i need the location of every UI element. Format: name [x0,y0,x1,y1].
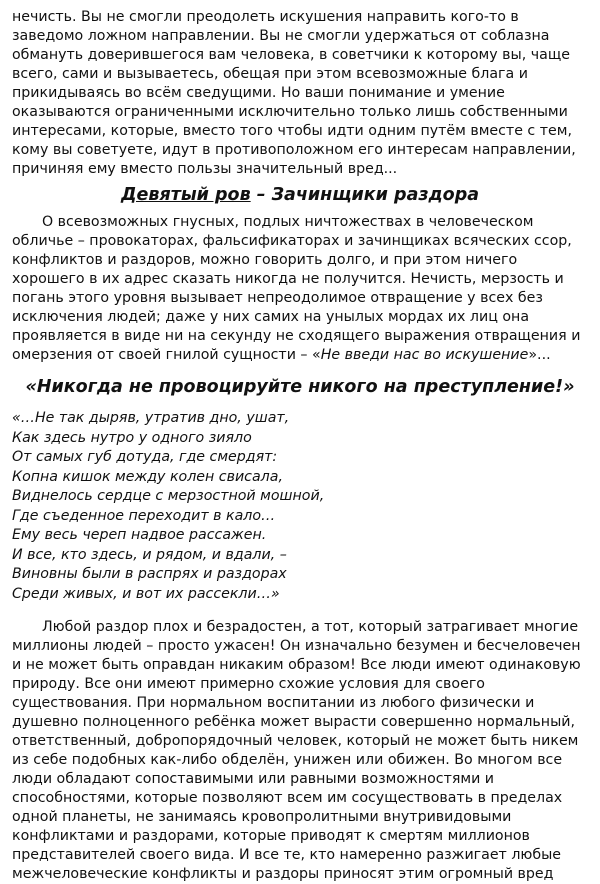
second-paragraph-tail: »... [528,347,551,363]
chapter-heading-underlined: Девятый ров [120,185,251,205]
poem-line: Виднелось сердце с мерзостной мошной, [12,488,325,504]
poem-quote [12,409,588,604]
poem-line: Среди живых, и вот их рассекли…» [12,585,280,602]
poem-line: От самых губ дотуда, где смердят: [12,449,278,465]
second-paragraph-quote: Не введи нас во искушение [320,347,529,363]
slogan-heading: «Никогда не провоцируйте никого на преступление!» [25,377,575,397]
poem-line: Где съеденное переходит в кало… [12,507,276,524]
second-paragraph-text: О всевозможных гнусных, подлых ничтожествах в человеческом обличье – провокаторах, фальсификаторах и зачинщиках всяческих ссор, конфликтов и раздоров, можно говорить долго, и при этом ничего хорошего в их адрес сказать никогда не получится. Нечисть, мерзость и погань этого уровня вызывает непреодолимое отвращение у всех без исключения людей; даже у них самих на унылых мордах их лиц она проявляется в виде ни на секунду не сходящего выражения отвращения и омерзения от своей гнилой сущности – « [12,214,581,363]
top-paragraph: нечисть. Вы не смогли преодолеть искушения направить кого-то в заведомо ложном направлении. Вы не смогли удержаться от соблазна обмануть доверившегося вам человека, в советчики к которому вы, чаще всего, сами и вызываетесь, обещая при этом всевозможные блага и прикидываясь во всём сведущими. Но ваши понимание и умение оказываются ограниченными исключительно только лишь собственными интересами, которые, вместо того чтобы идти одним путём вместе с тем, кому вы советуете, идут в противоположном его интересам направлении, причиняя ему вместо пользы значительный вред... [12,9,576,177]
poem-line: Как здесь нутро у одного зияло [12,429,252,446]
chapter-heading [12,183,588,207]
poem-line: Виновны были в распрях и раздорах [12,566,287,582]
poem-line: Ему весь череп надвое рассажен. [12,527,267,543]
chapter-heading-rest: – Зачинщики раздора [250,185,480,205]
book-page [12,8,588,884]
poem-line: И все, кто здесь, и рядом, и вдали, – [12,546,287,563]
bottom-paragraph: Любой раздор плох и безрадостен, а тот, который затрагивает многие миллионы людей – просто ужасен! Он изначально безумен и бесчеловечен и не может быть оправдан никаким образом! Все люди имеют одинаковую природу. Все они имеют примерно схожие условия для своего существования. При нормальном воспитании из любого физически и душевно полноценного ребёнка может вырасти совершенно нормальный, ответственный, добропорядочный человек, который не может быть никем из себе подобных как-либо обделён, унижен или обижен. Во многом все люди обладают сопоставимыми или равными возможностями и способностями, которые позволяют всем им сосуществовать в пределах одной планеты, не занимаясь кровопролитными внутривидовыми конфликтами и раздорами, которые приводят к смертям миллионов представителей своего вида. И все те, кто намеренно разжигает любые межчеловеческие конфликты и раздоры приносят этим огромный вред [12,619,581,882]
poem-line: Копна кишок между колен свисала, [12,468,283,485]
poem-line: «…Не так дыряв, утратив дно, ушат, [12,410,290,426]
second-paragraph [12,213,588,365]
